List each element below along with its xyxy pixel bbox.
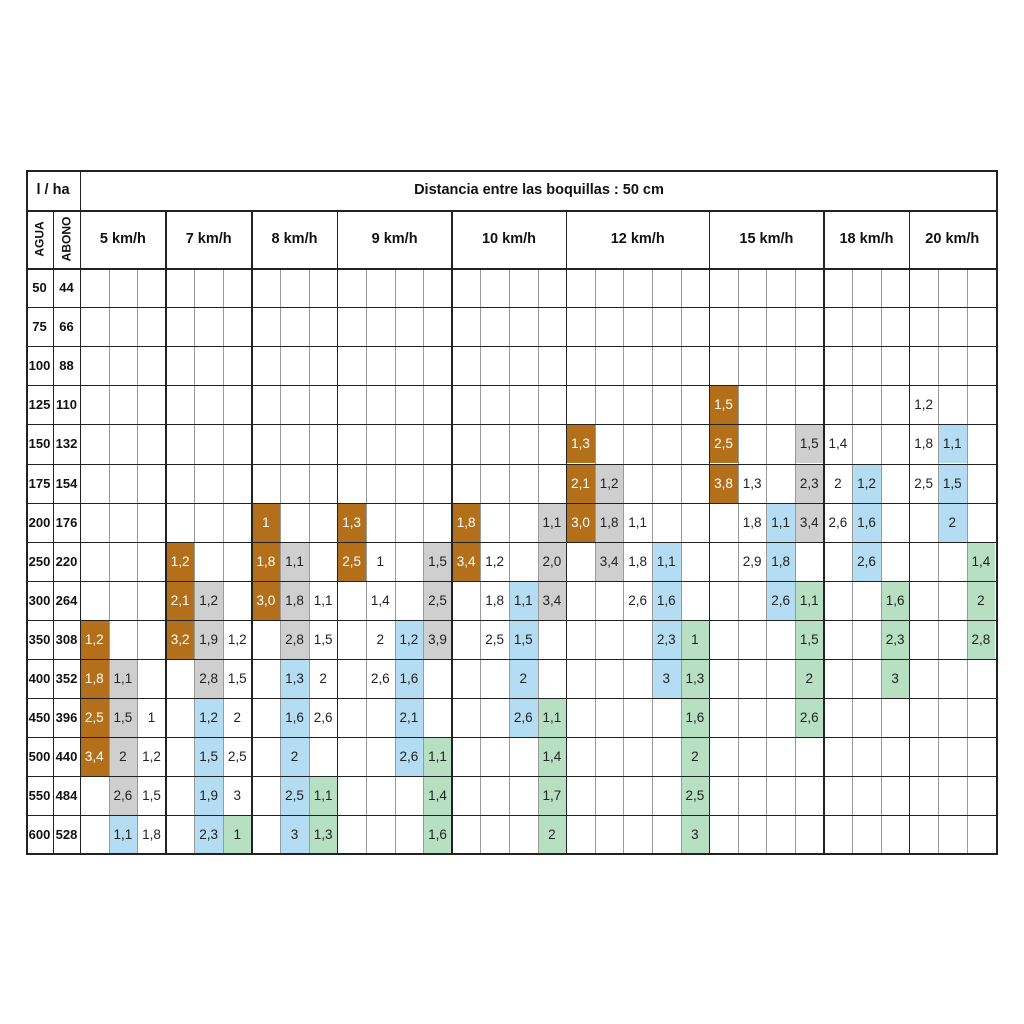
grid-line	[595, 268, 596, 855]
data-cell: 1,1	[280, 542, 309, 581]
data-cell: 2,6	[370, 671, 390, 687]
grid-line	[26, 210, 998, 212]
data-cell: 1,5	[423, 542, 452, 581]
unit-label: l / ha	[36, 182, 70, 198]
row-agua: 250	[28, 553, 51, 569]
data-cell: 2	[967, 581, 996, 620]
table-title: Distancia entre las boquillas : 50 cm	[414, 182, 664, 198]
data-cell: 1,2	[194, 698, 223, 737]
data-cell: 2,8	[194, 659, 223, 698]
row-agua: 125	[28, 397, 51, 413]
group-line	[823, 210, 825, 855]
data-cell: 1,4	[538, 737, 567, 776]
grid-line	[309, 268, 310, 855]
row-agua: 450	[28, 710, 51, 726]
data-cell: 3,4	[595, 542, 624, 581]
grid-line	[738, 268, 739, 855]
data-cell: 3	[681, 815, 710, 854]
data-cell: 1	[681, 620, 710, 659]
data-cell: 1,9	[194, 776, 223, 815]
row-agua: 200	[28, 514, 51, 530]
row-abono: 528	[55, 827, 78, 843]
data-cell: 2,5	[709, 424, 738, 463]
group-line	[566, 210, 568, 855]
row-agua: 50	[32, 280, 47, 296]
speed-header: 10 km/h	[481, 231, 536, 247]
grid-line	[280, 268, 281, 855]
data-cell: 3,8	[709, 464, 738, 503]
data-cell: 1,6	[280, 698, 309, 737]
data-cell: 1,5	[795, 424, 824, 463]
grid-line	[26, 581, 998, 582]
data-cell: 1,1	[938, 424, 967, 463]
data-cell: 1,8	[914, 436, 934, 452]
row-abono: 308	[55, 631, 78, 647]
speed-header: 9 km/h	[371, 231, 418, 247]
abono-header	[53, 210, 80, 268]
data-cell: 1,1	[652, 542, 681, 581]
grid-line	[137, 268, 138, 855]
speed-header: 15 km/h	[739, 231, 794, 247]
data-cell: 1,6	[652, 581, 681, 620]
data-cell: 2,1	[395, 698, 424, 737]
data-cell: 1,2	[595, 464, 624, 503]
grid-line	[26, 542, 998, 543]
grid-line	[26, 815, 998, 816]
data-cell: 3	[652, 659, 681, 698]
data-cell: 1,3	[309, 815, 338, 854]
data-cell: 2	[509, 659, 538, 698]
grid-line	[681, 268, 682, 855]
data-cell: 2,5	[80, 698, 109, 737]
data-cell: 1,4	[828, 436, 848, 452]
group-line	[709, 210, 711, 855]
speed-header: 5 km/h	[99, 231, 146, 247]
border	[26, 853, 998, 855]
row-abono: 352	[55, 671, 78, 687]
data-cell: 1,2	[194, 581, 223, 620]
row-agua: 175	[28, 475, 51, 491]
grid-line	[766, 268, 767, 855]
speed-header: 8 km/h	[271, 231, 318, 247]
nozzle-calibration-table	[26, 170, 998, 855]
data-cell: 2,3	[881, 620, 910, 659]
data-cell: 1,1	[766, 503, 795, 542]
data-cell: 1,5	[795, 620, 824, 659]
row-agua: 500	[28, 749, 51, 765]
row-abono: 110	[56, 397, 77, 413]
data-cell: 1,3	[280, 659, 309, 698]
data-cell: 2,6	[509, 698, 538, 737]
data-cell: 3,9	[423, 620, 452, 659]
data-cell: 2,5	[280, 776, 309, 815]
data-cell: 2	[938, 503, 967, 542]
row-abono: 440	[55, 749, 78, 765]
data-cell: 2	[538, 815, 567, 854]
data-cell: 3,0	[566, 503, 595, 542]
speed-header: 7 km/h	[185, 231, 232, 247]
data-cell: 2,6	[109, 776, 138, 815]
grid-line	[26, 464, 998, 465]
grid-line	[223, 268, 224, 855]
row-abono: 220	[55, 553, 78, 569]
data-cell: 1,2	[852, 464, 881, 503]
data-cell: 1,5	[109, 698, 138, 737]
grid-line	[366, 268, 367, 855]
data-cell: 2	[681, 737, 710, 776]
data-cell: 2,5	[423, 581, 452, 620]
group-line	[337, 210, 339, 855]
data-cell: 2,5	[681, 776, 710, 815]
agua-label: AGUA	[32, 221, 47, 257]
data-cell: 2,6	[628, 592, 648, 608]
data-cell: 1,5	[142, 788, 161, 804]
data-cell: 1,1	[538, 698, 567, 737]
data-cell: 1,1	[628, 514, 648, 530]
data-cell: 1,3	[566, 424, 595, 463]
data-cell: 2,9	[742, 553, 762, 569]
data-cell: 2,6	[766, 581, 795, 620]
grid-line	[26, 737, 998, 738]
row-agua: 300	[28, 592, 51, 608]
data-cell: 3	[233, 788, 242, 804]
data-cell: 1,8	[452, 503, 481, 542]
border	[996, 170, 998, 855]
data-cell: 2,5	[914, 475, 934, 491]
data-cell: 3	[280, 815, 309, 854]
data-cell: 3	[881, 659, 910, 698]
row-agua: 400	[28, 671, 51, 687]
data-cell: 2,6	[852, 542, 881, 581]
data-cell: 1,8	[142, 827, 161, 843]
data-cell: 3,0	[252, 581, 281, 620]
group-line	[251, 210, 253, 855]
data-cell: 1,5	[194, 737, 223, 776]
data-cell: 1,8	[742, 514, 762, 530]
data-cell: 2,1	[566, 464, 595, 503]
grid-line	[26, 620, 998, 621]
data-cell: 1,6	[423, 815, 452, 854]
data-cell: 1,8	[280, 581, 309, 620]
grid-line	[80, 170, 82, 855]
data-cell: 3,4	[795, 503, 824, 542]
row-abono: 264	[55, 592, 78, 608]
grid-line	[26, 268, 998, 270]
border	[26, 170, 998, 172]
abono-label: ABONO	[59, 216, 74, 262]
data-cell: 1,8	[628, 553, 648, 569]
data-cell: 2	[280, 737, 309, 776]
data-cell: 1,5	[227, 671, 247, 687]
row-agua: 550	[28, 788, 51, 804]
data-cell: 1,8	[595, 503, 624, 542]
row-abono: 88	[59, 358, 74, 374]
grid-line	[26, 307, 998, 308]
data-cell: 2,3	[795, 464, 824, 503]
data-cell: 1,5	[313, 631, 333, 647]
data-cell: 1,1	[423, 737, 452, 776]
data-cell: 1,1	[313, 592, 333, 608]
data-cell: 2	[233, 710, 242, 726]
row-agua: 75	[32, 319, 47, 335]
data-cell: 1,6	[395, 659, 424, 698]
data-cell: 1	[376, 553, 385, 569]
data-cell: 2,5	[337, 542, 366, 581]
data-cell: 3,4	[538, 581, 567, 620]
row-agua: 350	[28, 631, 51, 647]
grid-line	[852, 268, 853, 855]
grid-line	[109, 268, 110, 855]
data-cell: 1,4	[370, 592, 390, 608]
data-cell: 2,8	[967, 620, 996, 659]
data-cell: 1	[147, 710, 156, 726]
grid-line	[26, 385, 998, 386]
grid-line	[938, 268, 939, 855]
data-cell: 1,8	[252, 542, 281, 581]
data-cell: 2	[834, 475, 842, 491]
data-cell: 2	[319, 671, 327, 687]
data-cell: 2,6	[795, 698, 824, 737]
grid-line	[194, 268, 195, 855]
data-cell: 1,2	[166, 542, 195, 581]
agua-header	[26, 210, 53, 268]
data-cell: 1,1	[509, 581, 538, 620]
grid-line	[26, 698, 998, 699]
data-cell: 1,1	[109, 659, 138, 698]
row-abono: 132	[55, 436, 78, 452]
grid-line	[26, 503, 998, 504]
data-cell: 1,4	[967, 542, 996, 581]
grid-line	[480, 268, 481, 855]
data-cell: 2,0	[538, 542, 567, 581]
grid-line	[395, 268, 396, 855]
grid-line	[509, 268, 510, 855]
data-cell: 2,3	[194, 815, 223, 854]
data-cell: 2	[376, 631, 385, 647]
row-abono: 44	[59, 280, 74, 296]
data-cell: 1,5	[509, 620, 538, 659]
data-cell: 1,3	[742, 475, 762, 491]
data-cell: 1,2	[485, 553, 505, 569]
grid-line	[26, 776, 998, 777]
data-cell: 1,1	[309, 776, 338, 815]
data-cell: 1,5	[709, 385, 738, 424]
row-agua: 100	[28, 358, 51, 374]
data-cell: 1,2	[80, 620, 109, 659]
data-cell: 1,3	[337, 503, 366, 542]
grid-line	[26, 659, 998, 660]
row-abono: 154	[55, 475, 78, 491]
speed-header: 18 km/h	[839, 231, 894, 247]
data-cell: 2,6	[313, 710, 333, 726]
data-cell: 1,4	[423, 776, 452, 815]
row-abono: 484	[55, 788, 78, 804]
row-agua: 600	[28, 827, 51, 843]
data-cell: 2	[795, 659, 824, 698]
data-cell: 1,1	[109, 815, 138, 854]
data-cell: 3,4	[80, 737, 109, 776]
speed-header: 12 km/h	[610, 231, 665, 247]
grid-line	[652, 268, 653, 855]
data-cell: 1,1	[538, 503, 567, 542]
border	[26, 170, 28, 855]
data-cell: 2,3	[652, 620, 681, 659]
data-cell: 2,5	[227, 749, 247, 765]
grid-line	[881, 268, 882, 855]
data-cell: 1,8	[766, 542, 795, 581]
data-cell: 2	[109, 737, 138, 776]
row-abono: 176	[55, 514, 78, 530]
group-line	[451, 210, 453, 855]
grid-line	[795, 268, 796, 855]
data-cell: 1,9	[194, 620, 223, 659]
data-cell: 1	[252, 503, 281, 542]
data-cell: 1,8	[80, 659, 109, 698]
data-cell: 2,1	[166, 581, 195, 620]
data-cell: 1,2	[395, 620, 424, 659]
grid-line	[967, 268, 968, 855]
grid-line	[623, 268, 624, 855]
speed-header: 20 km/h	[925, 231, 980, 247]
data-cell: 1,5	[938, 464, 967, 503]
data-cell: 1	[223, 815, 252, 854]
data-cell: 2,8	[280, 620, 309, 659]
data-cell: 1,1	[795, 581, 824, 620]
data-cell: 2,6	[395, 737, 424, 776]
grid-line	[538, 268, 539, 855]
data-cell: 1,2	[914, 397, 934, 413]
data-cell: 2,6	[828, 514, 848, 530]
row-agua: 150	[28, 436, 51, 452]
data-cell: 2,5	[485, 631, 505, 647]
data-cell: 1,2	[227, 631, 247, 647]
grid-line	[26, 346, 998, 347]
grid-line	[26, 424, 998, 425]
data-cell: 1,6	[852, 503, 881, 542]
data-cell: 1,8	[485, 592, 505, 608]
data-cell: 1,6	[881, 581, 910, 620]
grid-line	[53, 210, 54, 855]
row-abono: 396	[55, 710, 78, 726]
group-line	[909, 210, 911, 855]
group-line	[165, 210, 167, 855]
data-cell: 1,7	[538, 776, 567, 815]
grid-line	[423, 268, 424, 855]
data-cell: 3,4	[452, 542, 481, 581]
data-cell: 1,2	[142, 749, 161, 765]
data-cell: 1,6	[681, 698, 710, 737]
data-cell: 3,2	[166, 620, 195, 659]
data-cell: 1,3	[681, 659, 710, 698]
row-abono: 66	[59, 319, 74, 335]
